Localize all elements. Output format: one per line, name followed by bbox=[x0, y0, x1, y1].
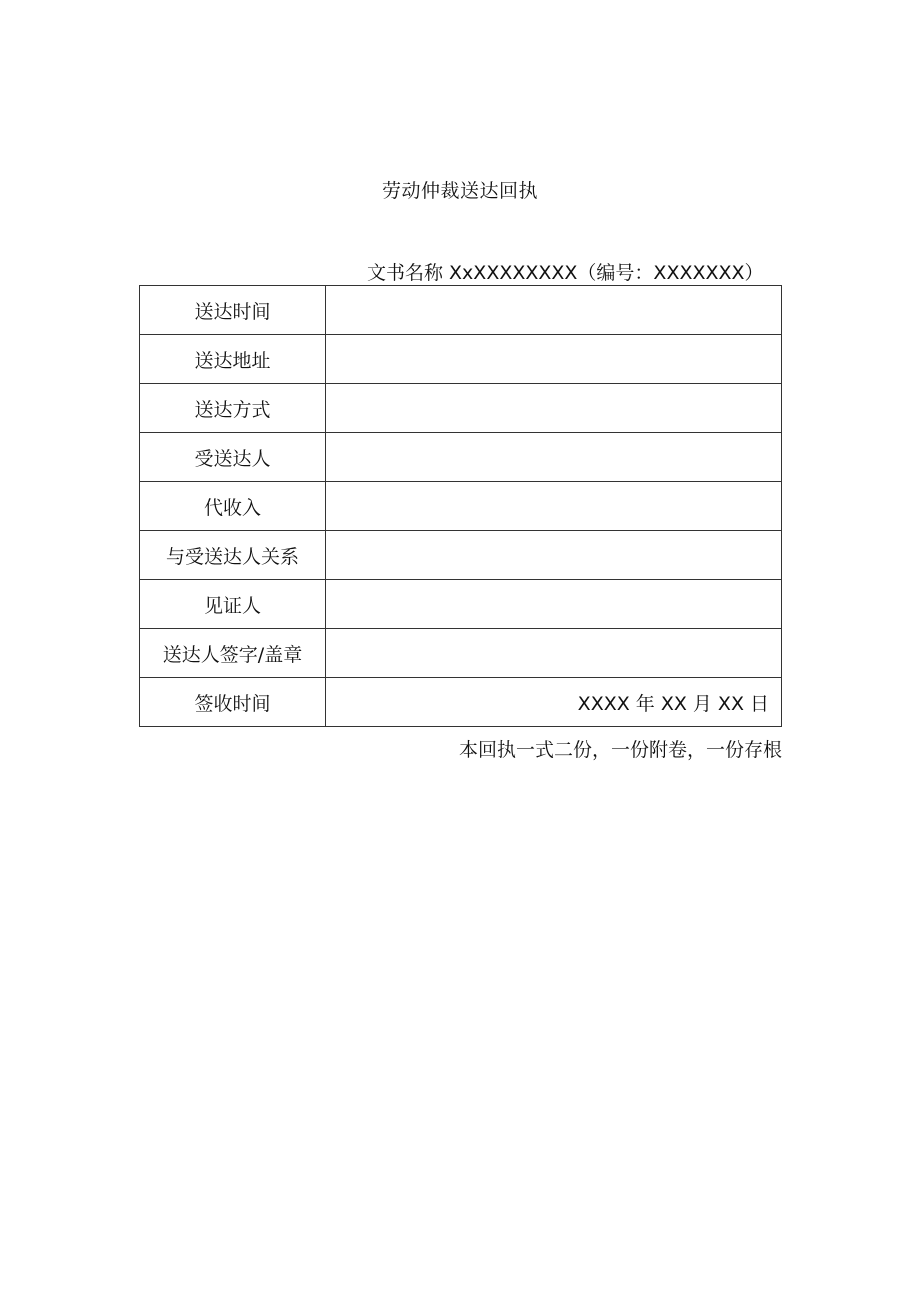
row-label-service-method: 送达方式 bbox=[140, 384, 326, 433]
row-label-proxy-receiver: 代收入 bbox=[140, 482, 326, 531]
witness-field[interactable] bbox=[326, 580, 782, 629]
row-label-receipt-time: 签收时间 bbox=[140, 678, 326, 727]
row-label-witness: 见证人 bbox=[140, 580, 326, 629]
page-title: 劳动仲裁送达回执 bbox=[381, 180, 538, 202]
row-label-server-signature: 送达人签字/盖章 bbox=[140, 629, 326, 678]
receipt-time-field[interactable]: XXXX 年 XX 月 XX 日 bbox=[326, 678, 782, 727]
footnote: 本回执一式二份，一份附卷，一份存根 bbox=[458, 739, 782, 761]
table-row bbox=[140, 629, 782, 678]
service-method-field[interactable] bbox=[326, 384, 782, 433]
table-row bbox=[140, 433, 782, 482]
service-receipt-table bbox=[139, 285, 782, 727]
service-time-field[interactable] bbox=[326, 286, 782, 335]
relationship-field[interactable] bbox=[326, 531, 782, 580]
row-label-relationship: 与受送达人关系 bbox=[140, 531, 326, 580]
document-reference: 文书名称 XxXXXXXXXX（编号：XXXXXXX） bbox=[367, 262, 764, 284]
row-label-service-time: 送达时间 bbox=[140, 286, 326, 335]
server-signature-field[interactable] bbox=[326, 629, 782, 678]
table-row bbox=[140, 678, 782, 727]
recipient-field[interactable] bbox=[326, 433, 782, 482]
table-row bbox=[140, 335, 782, 384]
service-address-field[interactable] bbox=[326, 335, 782, 384]
table-row bbox=[140, 384, 782, 433]
row-label-recipient: 受送达人 bbox=[140, 433, 326, 482]
row-label-service-address: 送达地址 bbox=[140, 335, 326, 384]
table-row bbox=[140, 482, 782, 531]
table-row bbox=[140, 580, 782, 629]
table-row bbox=[140, 286, 782, 335]
proxy-receiver-field[interactable] bbox=[326, 482, 782, 531]
table-row bbox=[140, 531, 782, 580]
